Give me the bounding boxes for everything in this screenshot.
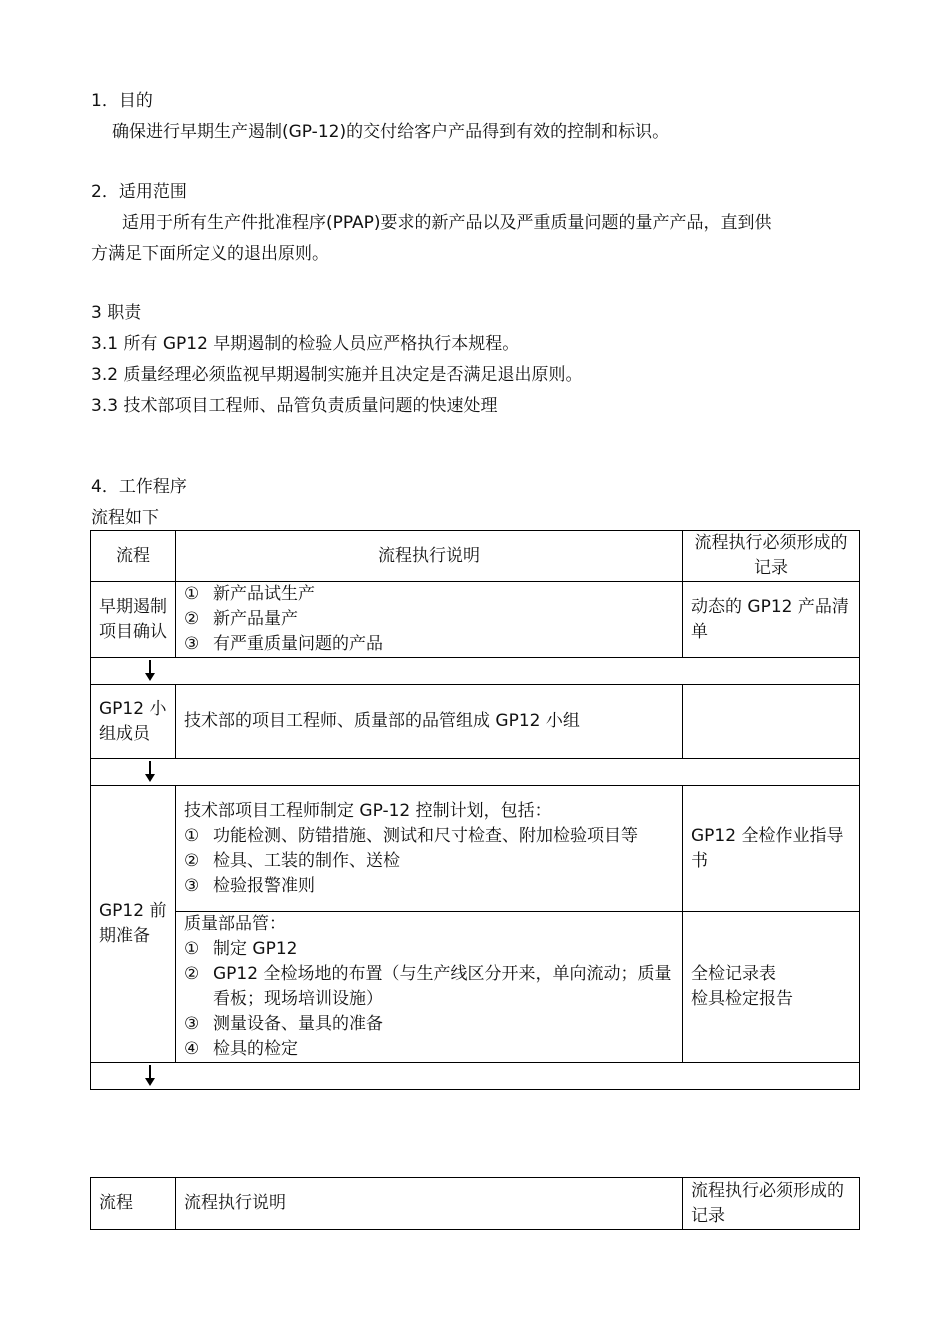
- table-row: [91, 786, 860, 912]
- row2-description: 技术部的项目工程师、质量部的品管组成 GP12 小组: [176, 685, 683, 759]
- list-item: ③ 测量设备、量具的准备: [184, 1014, 383, 1034]
- section4-heading: 4．工作程序: [91, 477, 187, 497]
- section2-text-line2: 方满足下面所定义的退出原则。: [91, 244, 329, 264]
- row3b-records: [683, 912, 860, 1063]
- process-table-continued: [90, 1177, 860, 1230]
- section3-item: 3.1 所有 GP12 早期遏制的检验人员应严格执行本规程。: [91, 334, 520, 354]
- row3a-description: [176, 786, 683, 912]
- table-row: [91, 582, 860, 658]
- row1-process: 早期遏制项目确认: [91, 582, 176, 658]
- header-records: 流程执行必须形成的记录: [683, 1178, 860, 1230]
- header-process: 流程: [91, 531, 176, 582]
- header-records: 流程执行必须形成的记录: [683, 531, 860, 582]
- row2-process: GP12 小组成员: [91, 685, 176, 759]
- row3a-records: GP12 全检作业指导书: [683, 786, 860, 912]
- row3b-intro: 质量部品管：: [184, 914, 286, 934]
- process-table: [90, 530, 860, 1090]
- records-line: 检具检定报告: [691, 989, 793, 1009]
- table-header-row: [91, 531, 860, 582]
- row3b-description: [176, 912, 683, 1063]
- header-process: 流程: [91, 1178, 176, 1230]
- table-row: [91, 685, 860, 759]
- list-item: ② GP12 全检场地的布置（与生产线区分开来，单向流动；质量看板；现场培训设施）: [184, 964, 672, 1009]
- section3-heading: 3 职责: [91, 303, 142, 323]
- table-row: [91, 912, 860, 1063]
- list-item: ④ 检具的检定: [184, 1039, 298, 1059]
- section4-subheading: 流程如下: [91, 508, 159, 528]
- section3-item: 3.2 质量经理必须监视早期遏制实施并且决定是否满足退出原则。: [91, 365, 583, 385]
- down-arrow-icon: [149, 660, 151, 675]
- list-item: ① 新产品试生产: [184, 584, 315, 604]
- list-item: ② 新产品量产: [184, 609, 298, 629]
- down-arrow-icon: [149, 761, 151, 776]
- row2-records: [683, 685, 860, 759]
- list-item: ③ 有严重质量问题的产品: [184, 634, 383, 654]
- row1-records: 动态的 GP12 产品清单: [683, 582, 860, 658]
- list-item: ① 制定 GP12: [184, 939, 298, 959]
- section1-text: 确保进行早期生产遏制(GP-12)的交付给客户产品得到有效的控制和标识。: [112, 122, 670, 142]
- list-item: ② 检具、工装的制作、送检: [184, 850, 400, 871]
- section3-item: 3.3 技术部项目工程师、品管负责质量问题的快速处理: [91, 396, 498, 416]
- row1-description: [176, 582, 683, 658]
- row3a-intro: 技术部项目工程师制定 GP-12 控制计划，包括：: [184, 800, 552, 821]
- arrow-row: [91, 658, 860, 685]
- header-description: 流程执行说明: [176, 1178, 683, 1230]
- section1-heading: 1．目的: [91, 91, 153, 111]
- row3-process: GP12 前期准备: [91, 786, 176, 1063]
- table-header-row: [91, 1178, 860, 1230]
- down-arrow-icon: [149, 1065, 151, 1080]
- records-line: 全检记录表: [691, 964, 776, 984]
- arrow-row: [91, 1063, 860, 1090]
- list-item: ① 功能检测、防错措施、测试和尺寸检查、附加检验项目等: [184, 825, 638, 846]
- arrow-row: [91, 759, 860, 786]
- section2-text-line1: 适用于所有生产件批准程序(PPAP)要求的新产品以及严重质量问题的量产产品，直到供: [122, 213, 772, 233]
- list-item: ③ 检验报警准则: [184, 875, 315, 896]
- header-description: 流程执行说明: [176, 531, 683, 582]
- section2-heading: 2．适用范围: [91, 182, 187, 202]
